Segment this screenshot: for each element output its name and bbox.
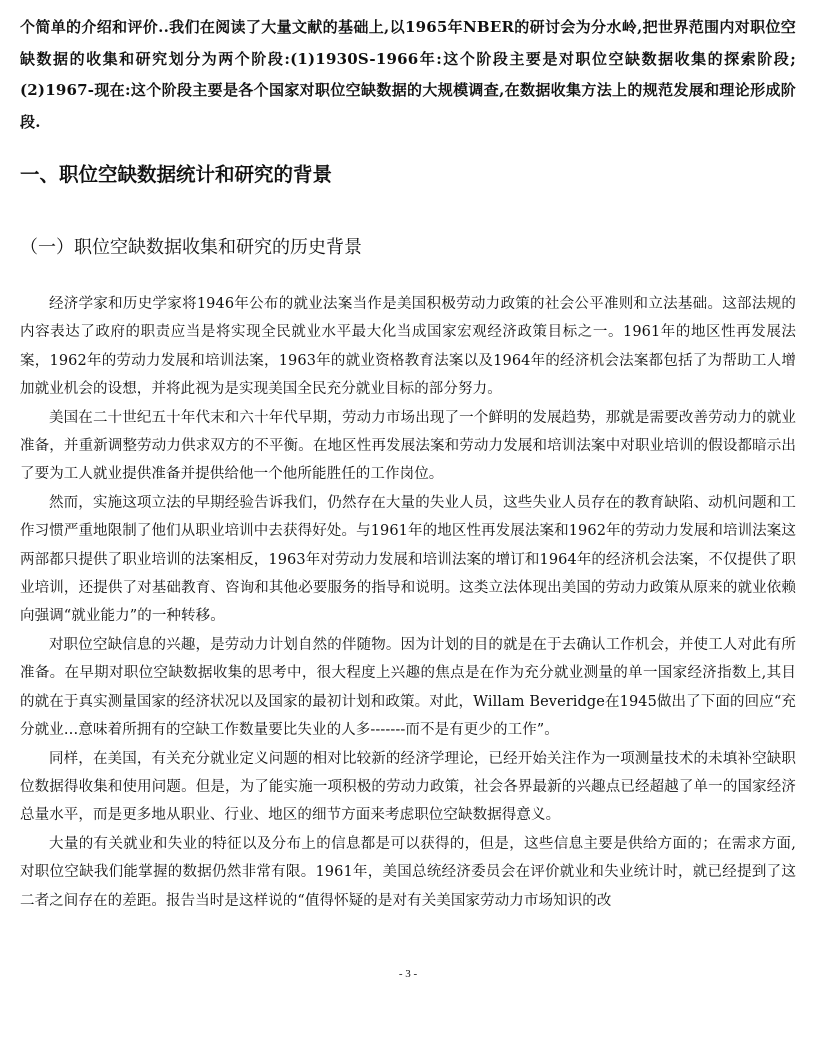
body-paragraph-2: 美国在二十世纪五十年代末和六十年代早期，劳动力市场出现了一个鲜明的发展趋势，那就是需要改善劳动力的就业准备，并重新调整劳动力供求双方的不平衡。在地区性再发展法案和劳动力发展和培训法案中对职业培训的假设都暗示出了要为工人就业提供准备并提供给他一个他所能胜任的工作岗位。	[20, 409, 796, 483]
intro-paragraph: 个简单的介绍和评价..我们在阅读了大量文献的基础上,以1965年NBER的研讨会为分水岭,把世界范围内对职位空缺数据的收集和研究划分为两个阶段:(1)1930S-1966年:这个阶段主要是对职位空缺数据收集的探索阶段;(2)1967-现在:这个阶段主要是各个国家对职位空缺数据的大规模调查,在数据收集方法上的规范发展和理论形成阶段.	[20, 18, 796, 131]
section-heading: 一、职位空缺数据统计和研究的背景	[20, 163, 333, 186]
page-number: - 3 -	[398, 968, 418, 980]
body-text	[20, 290, 796, 915]
subsection-heading: （一）职位空缺数据收集和研究的历史背景	[20, 237, 362, 258]
body-paragraph-6: 大量的有关就业和失业的特征以及分布上的信息都是可以获得的，但是，这些信息主要是供给方面的；在需求方面,对职位空缺我们能掌握的数据仍然非常有限。1961年，美国总统经济委员会在评价就业和失业统计时，就已经提到了这二者之间存在的差距。报告当时是这样说的“值得怀疑的是对有关美国家劳动力市场知识的改	[20, 835, 796, 909]
body-paragraph-1: 经济学家和历史学家将1946年公布的就业法案当作是美国积极劳动力政策的社会公平准则和立法基础。这部法规的内容表达了政府的职责应当是将实现全民就业水平最大化当成国家宏观经济政策目标之一。1961年的地区性再发展法案，1962年的劳动力发展和培训法案，1963年的就业资格教育法案以及1964年的经济机会法案都包括了为帮助工人增加就业机会的设想，并将此视为是实现美国全民充分就业目标的部分努力。	[20, 296, 796, 398]
body-paragraph-3: 然而，实施这项立法的早期经验告诉我们，仍然存在大量的失业人员，这些失业人员存在的教育缺陷、动机问题和工作习惯严重地限制了他们从职业培训中去获得好处。与1961年的地区性再发展法案和1962年的劳动力发展和培训法案这两部都只提供了职业培训的法案相反，1963年对劳动力发展和培训法案的增订和1964年的经济机会法案，不仅提供了职业培训，还提供了对基础教育、咨询和其他必要服务的指导和说明。这类立法体现出美国的劳动力政策从原来的就业依赖向强调“就业能力”的一种转移。	[20, 494, 796, 625]
body-paragraph-5: 同样，在美国，有关充分就业定义问题的相对比较新的经济学理论，已经开始关注作为一项测量技术的未填补空缺职位数据得收集和使用问题。但是，为了能实施一项积极的劳动力政策，社会各界最新的兴趣点已经超越了单一的国家经济总量水平，而是更多地从职业、行业、地区的细节方面来考虑职位空缺数据得意义。	[20, 750, 796, 824]
body-paragraph-4: 对职位空缺信息的兴趣，是劳动力计划自然的伴随物。因为计划的目的就是在于去确认工作机会，并使工人对此有所准备。在早期对职位空缺数据收集的思考中，很大程度上兴趣的焦点是在作为充分就业测量的单一国家经济指数上,其目的就在于真实测量国家的经济状况以及国家的最初计划和政策。对此，Willam Beveridge在1945做出了下面的回应“充分就业…意味着所拥有的空缺工作数量要比失业的人多-------而不是有更少的工作”。	[20, 636, 796, 739]
